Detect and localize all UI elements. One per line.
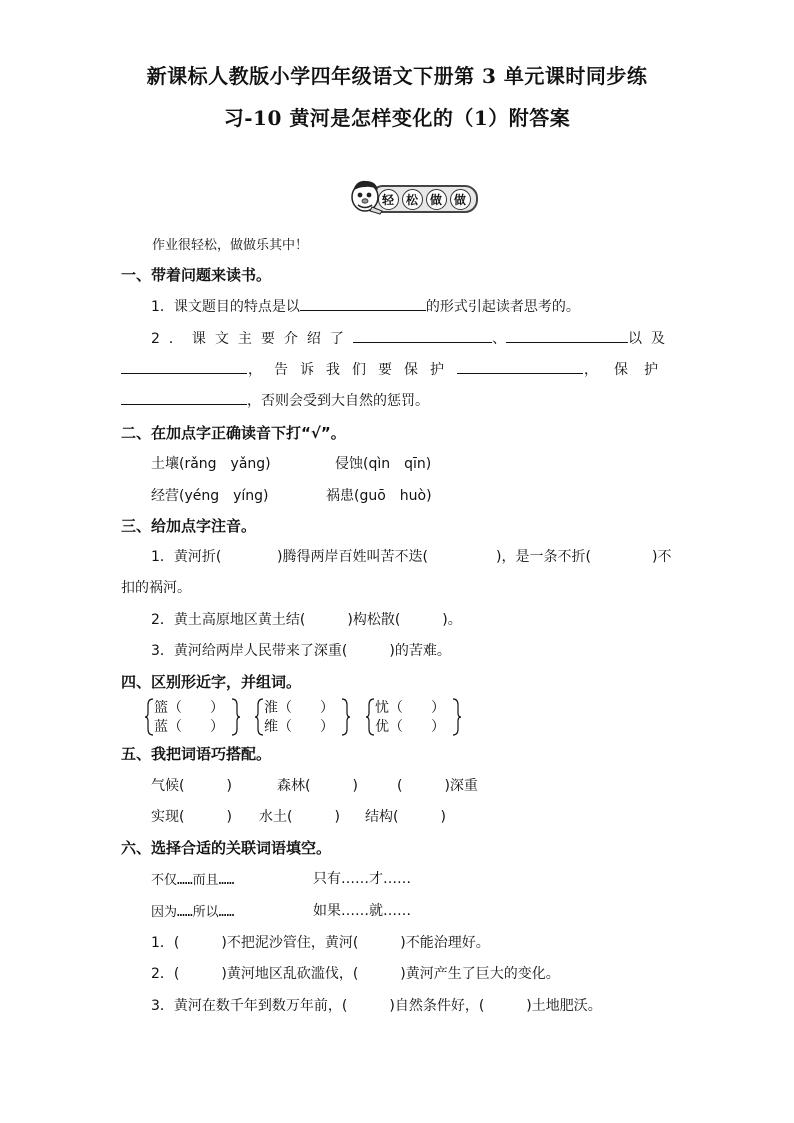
s2-item-2: 侵蚀(qìn qīn) bbox=[335, 456, 432, 472]
badge-pill bbox=[370, 185, 478, 213]
s1-q2-e: ，否则会受到大自然的惩罚。 bbox=[247, 393, 429, 409]
s1-q2-line3 bbox=[121, 390, 429, 410]
s1-q2-blank-3[interactable] bbox=[121, 359, 247, 374]
s6-pair-2: 只有……才…… bbox=[313, 871, 411, 887]
s1-q2-d: ，保护 bbox=[584, 362, 674, 378]
badge-char-4: 做 bbox=[450, 189, 471, 210]
s5-row2-item3: 结构( ) bbox=[365, 809, 446, 825]
badge-char-1: 轻 bbox=[378, 189, 399, 210]
s6-q3: 3．黄河在数千年到数万年前，( )自然条件好，( )土地肥沃。 bbox=[151, 998, 602, 1014]
intro-text: 作业很轻松，做做乐其中！ bbox=[152, 238, 309, 253]
s2-item-1: 土壤(rǎng yǎng) bbox=[151, 456, 271, 472]
s4-group-3 bbox=[365, 697, 465, 737]
s6-pair-4: 如果……就…… bbox=[313, 903, 411, 919]
s1-q2-line2 bbox=[121, 359, 674, 379]
s6-q2: 2．( )黄河地区乱砍滥伐，( )黄河产生了巨大的变化。 bbox=[151, 966, 560, 982]
s3-q3: 3．黄河给两岸人民带来了深重( )的苦难。 bbox=[151, 643, 451, 659]
section-6-heading: 六、选择合适的关联词语填空。 bbox=[121, 839, 332, 857]
s1-q1-blank[interactable] bbox=[300, 296, 426, 311]
cartoon-boy-icon bbox=[348, 177, 386, 215]
s1-q2-blank-2[interactable] bbox=[506, 328, 628, 343]
section-4-heading: 四、区别形近字，并组词。 bbox=[121, 673, 302, 691]
s6-pair-3: 因为……所以…… bbox=[151, 905, 235, 920]
s5-row1-item2: 森林( ) bbox=[277, 778, 358, 794]
s1-q2-blank-1[interactable] bbox=[353, 328, 492, 343]
s3-q2: 2．黄土高原地区黄土结( )构松散( )。 bbox=[151, 612, 462, 628]
s3-q1-b: )腾得两岸百姓叫苦不迭( bbox=[277, 549, 428, 565]
s6-q1: 1．( )不把泥沙管住，黄河( )不能治理好。 bbox=[151, 935, 490, 951]
badge-char-2: 松 bbox=[402, 189, 423, 210]
s4-group-1-bottom: 蓝（ ） bbox=[154, 719, 224, 735]
s1-q2-line1 bbox=[151, 328, 674, 348]
page-title-line-1: 新课标人教版小学四年级语文下册第 3 单元课时同步练 bbox=[146, 64, 648, 88]
page-title-line-2: 习-10 黄河是怎样变化的（1）附答案 bbox=[223, 106, 571, 130]
s3-q1-c: )，是一条不折( bbox=[496, 549, 591, 565]
s3-q1-d: )不 bbox=[652, 549, 672, 565]
s4-group-3-bottom: 优（ ） bbox=[375, 719, 445, 735]
s4-group-1-top: 篮（ ） bbox=[154, 700, 224, 716]
s1-q2-a: 2．课文主要介绍了 bbox=[151, 331, 353, 347]
s2-item-3: 经营(yéng yíng) bbox=[151, 488, 269, 504]
section-2-heading: 二、在加点字正确读音下打“√”。 bbox=[121, 424, 346, 442]
s1-q2-c: ，告诉我们要保护 bbox=[248, 362, 456, 378]
s5-row1-item1: 气候( ) bbox=[151, 778, 232, 794]
s1-q2-blank-5[interactable] bbox=[121, 390, 247, 405]
s1-q1 bbox=[151, 296, 580, 316]
s5-row2-item1: 实现( ) bbox=[151, 809, 232, 825]
s5-row2-item2: 水土( ) bbox=[259, 809, 340, 825]
s4-group-2 bbox=[254, 697, 354, 737]
easy-practice-badge bbox=[348, 177, 476, 215]
s1-q2-b: 以及 bbox=[628, 331, 674, 347]
s1-q1-pre: 1．课文题目的特点是以 bbox=[151, 299, 300, 315]
s4-group-2-top: 淮（ ） bbox=[264, 700, 334, 716]
section-5-heading: 五、我把词语巧搭配。 bbox=[121, 745, 272, 763]
section-1-heading: 一、带着问题来读书。 bbox=[121, 266, 272, 284]
s6-pair-1: 不仅……而且…… bbox=[151, 873, 235, 888]
s2-item-4: 祸患(guō huò) bbox=[326, 488, 432, 504]
s3-q1-a: 1．黄河折( bbox=[151, 549, 222, 565]
s5-row1-item3: ( )深重 bbox=[397, 778, 478, 794]
s1-q2-blank-4[interactable] bbox=[457, 359, 583, 374]
s3-q1-e: 扣的祸河。 bbox=[121, 580, 191, 596]
section-3-heading: 三、给加点字注音。 bbox=[121, 517, 257, 535]
s4-group-3-top: 忧（ ） bbox=[375, 700, 445, 716]
s1-q2-sep: 、 bbox=[492, 331, 507, 347]
badge-char-3: 做 bbox=[426, 189, 447, 210]
s4-group-2-bottom: 维（ ） bbox=[264, 719, 334, 735]
s4-group-1 bbox=[144, 697, 244, 737]
s1-q1-post: 的形式引起读者思考的。 bbox=[425, 299, 580, 315]
